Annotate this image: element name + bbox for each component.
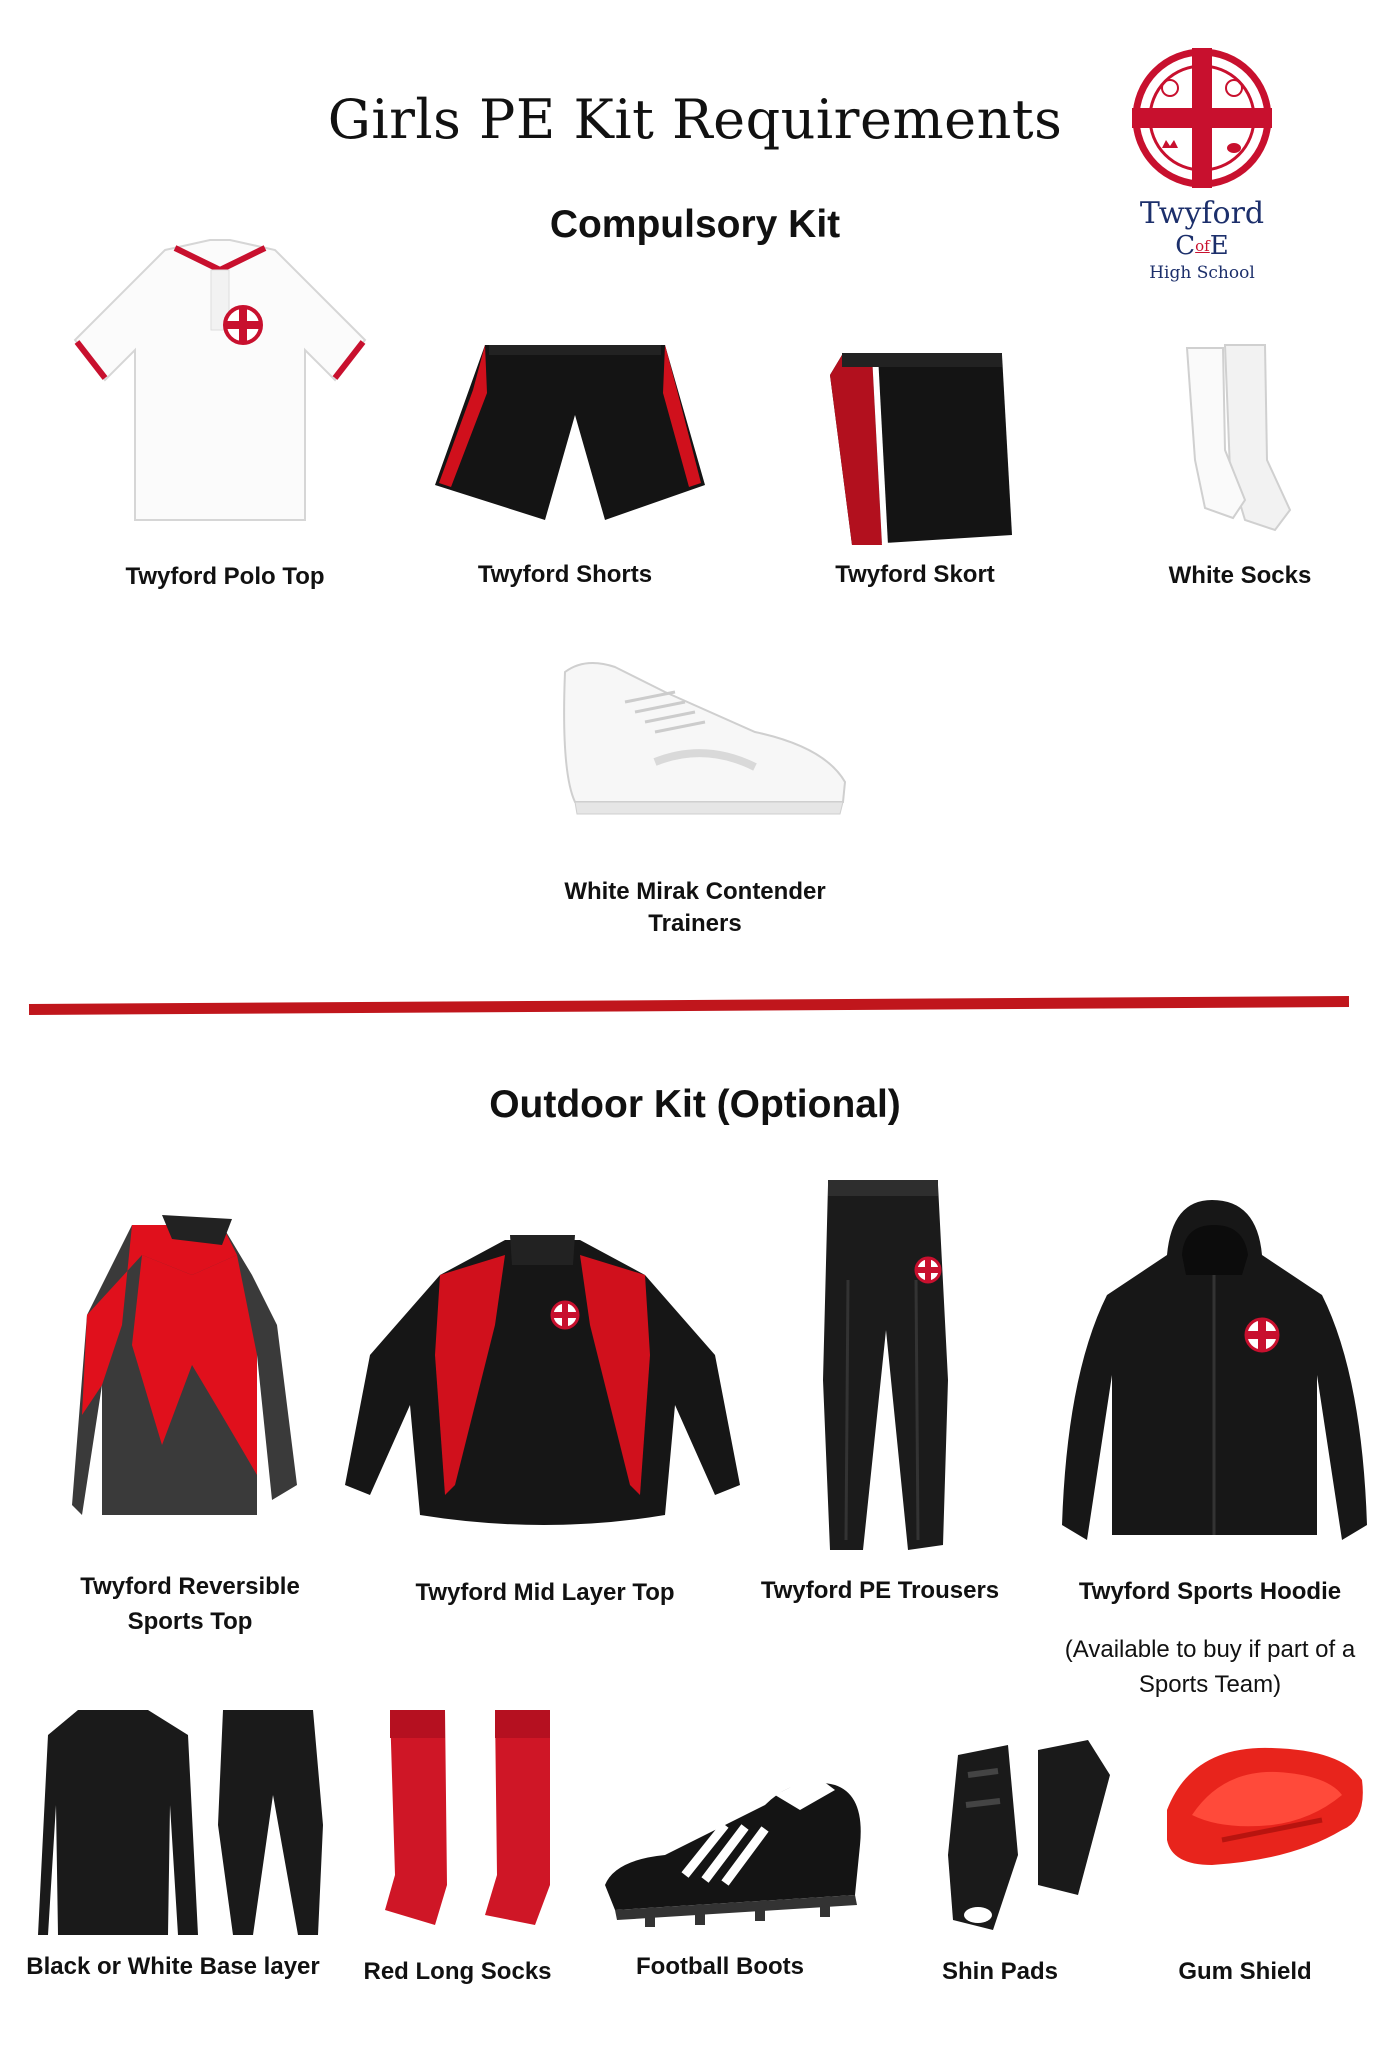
trousers-icon [808,1180,958,1555]
polo-shirt-icon [65,230,375,530]
shorts-image [425,335,715,525]
trousers-image [808,1180,958,1555]
socks-image [1175,340,1295,535]
item-label-mid-layer: Twyford Mid Layer Top [415,1579,675,1606]
football-boot-image [605,1765,865,1930]
outdoor-heading: Outdoor Kit (Optional) [489,1083,901,1126]
shin-pads-image [938,1735,1113,1935]
logo-e: E [1209,231,1229,261]
trainer-image [555,652,855,822]
page-title: Girls PE Kit Requirements [327,88,1063,151]
mid-layer-top-image [345,1235,740,1525]
skort-image [822,345,1017,545]
long-socks-image [375,1705,565,1930]
item-label-shorts: Twyford Shorts [477,561,653,588]
item-label-trainers-1: White Mirak Contender [564,878,826,905]
compulsory-heading: Compulsory Kit [549,203,841,246]
reversible-top-image [72,1215,302,1530]
trainer-icon [555,652,855,822]
item-label-reversible-2: Sports Top [127,1608,253,1635]
item-label-hoodie: Twyford Sports Hoodie [1078,1578,1342,1605]
item-label-base-layer: Black or White Base layer [26,1953,320,1980]
item-label-polo: Twyford Polo Top [125,563,325,590]
hoodie-note-2: Sports Team) [1138,1671,1282,1698]
section-divider [29,996,1349,1015]
item-label-reversible-1: Twyford Reversible [80,1573,300,1600]
item-label-football-boots: Football Boots [636,1953,804,1980]
long-socks-icon [375,1705,565,1930]
item-label-long-socks: Red Long Socks [363,1958,552,1985]
logo-subtitle: High School [1149,263,1255,283]
item-label-skort: Twyford Skort [835,561,995,588]
gum-shield-image [1162,1740,1367,1885]
base-layer-image [38,1705,328,1940]
school-logo [1128,48,1276,298]
item-label-gum-shield: Gum Shield [1178,1958,1312,1985]
mid-layer-top-icon [345,1235,740,1525]
skort-icon [822,345,1017,545]
item-label-trousers: Twyford PE Trousers [760,1577,1000,1604]
hoodie-image [1062,1195,1367,1550]
item-label-socks: White Socks [1168,562,1312,589]
shorts-icon [425,335,715,525]
school-crest-icon [1128,48,1276,188]
football-boot-icon [605,1765,865,1930]
polo-shirt-image [65,230,375,530]
reversible-top-icon [72,1215,302,1530]
item-label-shin-pads: Shin Pads [941,1958,1059,1985]
logo-c: C [1175,231,1196,261]
gum-shield-icon [1162,1740,1367,1885]
hoodie-icon [1062,1195,1367,1550]
logo-name: Twyford [1139,196,1265,231]
base-layer-icon [38,1705,328,1940]
hoodie-note-1: (Available to buy if part of a [1064,1636,1356,1663]
item-label-trainers-2: Trainers [648,910,742,937]
logo-of: of [1195,237,1210,255]
socks-icon [1175,340,1295,535]
shin-pads-icon [938,1735,1113,1935]
